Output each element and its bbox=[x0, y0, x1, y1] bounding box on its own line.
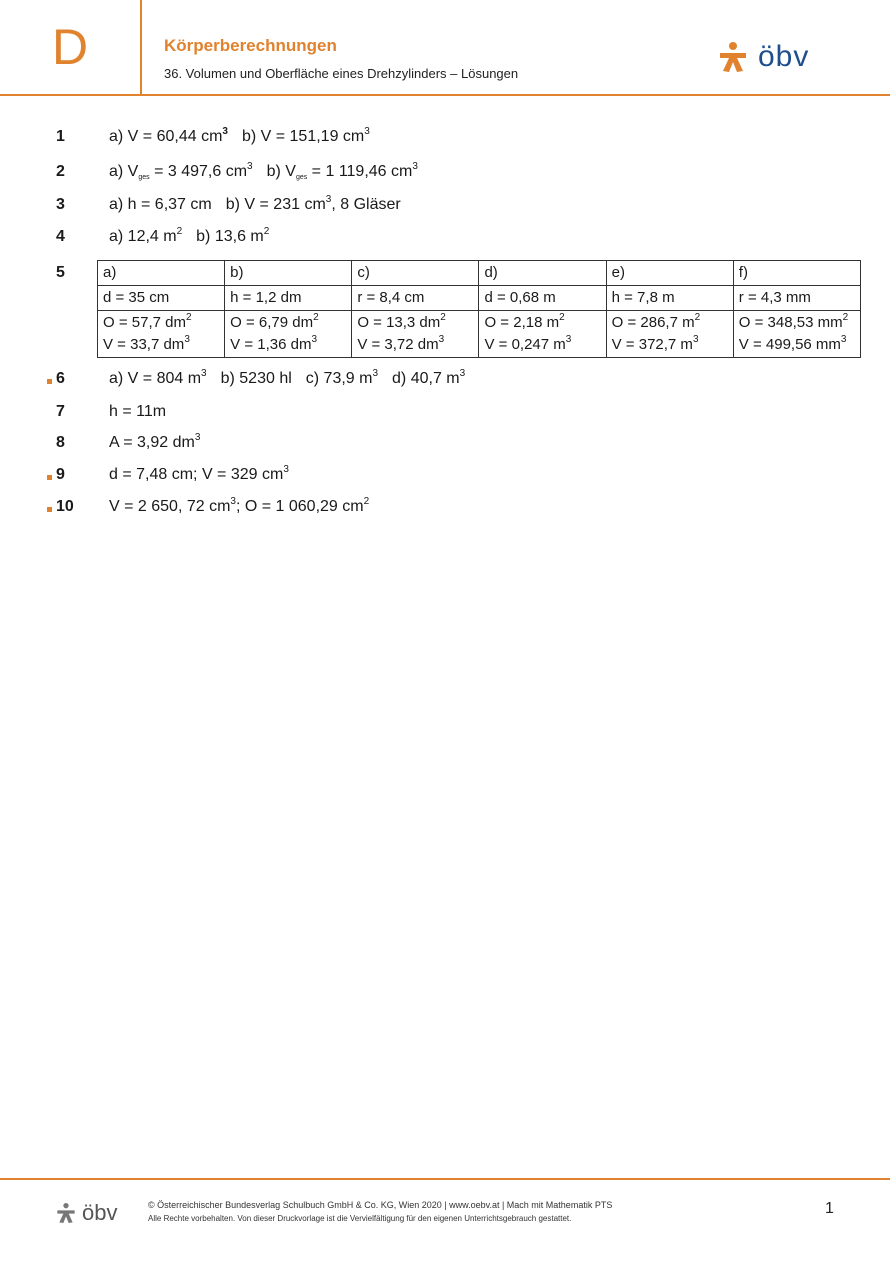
footer-logo bbox=[56, 1200, 117, 1226]
task-number: 3 bbox=[56, 196, 65, 213]
table-cell: c) bbox=[352, 261, 479, 286]
rights-text: Alle Rechte vorbehalten. Von dieser Druckvorlage ist die Vervielfältigung für den eigenen Unterrichtsgebrauch gestattet. bbox=[148, 1214, 572, 1223]
difficulty-marker bbox=[47, 507, 52, 512]
page-subtitle: 36. Volumen und Oberfläche eines Drehzylinders – Lösungen bbox=[164, 66, 519, 81]
chapter-letter: D bbox=[0, 0, 142, 94]
table-header-row bbox=[98, 261, 861, 286]
table-cell: b) bbox=[225, 261, 352, 286]
table-cell: h = 1,2 dm bbox=[225, 286, 352, 311]
task-number: 1 bbox=[56, 128, 65, 145]
answer-text: h = 11m bbox=[109, 403, 167, 420]
table-cell: O = 13,3 $dm^2$ V = 3,72 $dm^3$ bbox=[352, 311, 479, 358]
answer-text: a) 12,4 $m^2$ b) 13,6 $m^2$ bbox=[109, 226, 270, 245]
table-cell: d = 0,68 m bbox=[479, 286, 606, 311]
table-cell: a) bbox=[98, 261, 225, 286]
page-number: 1 bbox=[825, 1200, 834, 1217]
answer-text: d = 7,48 cm; V = 329 $cm^3$ bbox=[109, 464, 289, 483]
task-number: 2 bbox=[56, 163, 65, 180]
table-cell: O = 348,53 $mm^2$ V = 499,56 $mm^3$ bbox=[733, 311, 860, 358]
table-cell: d = 35 cm bbox=[98, 286, 225, 311]
table-row bbox=[98, 311, 861, 358]
answer-text: a) $V_{ges} = 3$ 497,6 $cm^3$ b) $V_{ges} = 1$ 119,46 $cm^3$ bbox=[109, 161, 418, 181]
answer-table bbox=[97, 260, 861, 358]
page-header bbox=[0, 0, 890, 96]
star-icon bbox=[56, 1202, 76, 1224]
copyright-text: © Österreichischer Bundesverlag Schulbuch GmbH & Co. KG, Wien 2020 | www.oebv.at | Mach mit Mathematik PTS bbox=[148, 1200, 613, 1210]
table-cell: r = 8,4 cm bbox=[352, 286, 479, 311]
difficulty-marker bbox=[47, 379, 52, 384]
task-number: 6 bbox=[56, 370, 65, 387]
task-number: 9 bbox=[56, 466, 65, 483]
logo-text: öbv bbox=[758, 40, 810, 73]
answer-text: a) V = 60,44 $cm^3$ b) V = 151,19 $cm^3$ bbox=[109, 126, 370, 145]
task-number: 4 bbox=[56, 228, 65, 245]
page-title: Körperberechnungen bbox=[164, 36, 337, 55]
star-icon bbox=[718, 41, 748, 73]
difficulty-marker bbox=[47, 475, 52, 480]
table-cell: r = 4,3 mm bbox=[733, 286, 860, 311]
task-number: 10 bbox=[56, 498, 74, 515]
logo-text: öbv bbox=[82, 1200, 118, 1225]
answer-text: V = 2 650, 72 $cm^3$; O = 1 060,29 $cm^2$ bbox=[109, 496, 370, 515]
page-footer bbox=[0, 1178, 890, 1261]
answer-text: a) h = 6,37 cm b) V = 231 $cm^3$, 8 Gläser bbox=[109, 194, 401, 213]
answer-text: a) V = 804 $m^3$ b) 5230 hl c) 73,9 $m^3$ d) 40,7 $m^3$ bbox=[109, 368, 466, 387]
table-cell: O = 57,7 $dm^2$ V = 33,7 $dm^3$ bbox=[98, 311, 225, 358]
table-cell: e) bbox=[606, 261, 733, 286]
task-number: 8 bbox=[56, 434, 65, 451]
table-cell: h = 7,8 m bbox=[606, 286, 733, 311]
publisher-logo bbox=[718, 40, 809, 74]
table-row bbox=[98, 286, 861, 311]
table-cell: d) bbox=[479, 261, 606, 286]
task-number: 5 bbox=[56, 264, 65, 281]
task-number: 7 bbox=[56, 403, 65, 420]
answer-text: A = 3,92 $dm^3$ bbox=[109, 432, 201, 451]
table-cell: O = 2,18 $m^2$ V = 0,247 $m^3$ bbox=[479, 311, 606, 358]
table-cell: O = 286,7 $m^2$ V = 372,7 $m^3$ bbox=[606, 311, 733, 358]
table-cell: f) bbox=[733, 261, 860, 286]
table-cell: O = 6,79 $dm^2$ V = 1,36 $dm^3$ bbox=[225, 311, 352, 358]
